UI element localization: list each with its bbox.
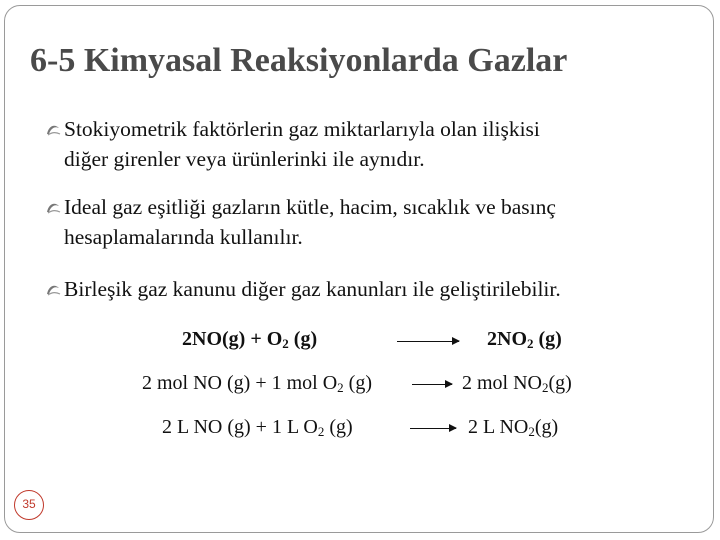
reactant: 2 L NO (g) + 1 L O: [162, 416, 318, 438]
subscript: 2: [528, 424, 535, 439]
bullet-item: [44, 114, 684, 174]
equation-left: [182, 328, 317, 352]
slide-frame: [4, 5, 714, 533]
bullet-text-line: hesaplamalarında kullanılır.: [64, 225, 303, 249]
product: 2NO: [487, 328, 527, 350]
reactant: O: [266, 328, 283, 350]
bullet-text-line: Stokiyometrik faktörlerin gaz miktarlarıyla olan ilişkisi: [64, 117, 540, 141]
bullet-text-line: Birleşik gaz kanunu diğer gaz kanunları ile geliştirilebilir.: [64, 277, 561, 301]
subscript: 2: [527, 336, 534, 351]
state-label: (g): [534, 416, 559, 438]
reactant: 2NO(g): [182, 328, 246, 350]
state-label: (g): [324, 416, 353, 438]
subscript: 2: [317, 424, 325, 439]
equation-left: [142, 372, 372, 396]
page-number: 35: [14, 490, 44, 520]
slide-title: 6-5 Kimyasal Reaksiyonlarda Gazlar: [30, 42, 568, 79]
subscript: 2: [282, 336, 289, 351]
product: 2 L NO: [468, 416, 529, 438]
reaction-arrow-icon: [412, 384, 452, 385]
bullet-text-line: Ideal gaz eşitliği gazların kütle, hacim, sıcaklık ve basınç: [64, 195, 556, 219]
state-label: (g): [533, 328, 562, 350]
bullet-item: [44, 192, 684, 252]
equation-right: [462, 372, 572, 396]
state-label: (g): [288, 328, 318, 350]
state-label: (g): [343, 372, 372, 394]
bullet-text-line: diğer girenler veya ürünlerinki ile aynıdır.: [64, 147, 425, 171]
equation-right: [487, 328, 562, 352]
state-label: (g): [548, 372, 572, 394]
equation-left: [162, 416, 353, 440]
equation-right: [468, 416, 558, 440]
product: 2 mol NO: [462, 372, 542, 394]
plus-sign: +: [245, 328, 267, 350]
subscript: 2: [542, 380, 549, 395]
bullet-item: [44, 274, 704, 304]
subscript: 2: [337, 380, 344, 395]
reaction-arrow-icon: [397, 341, 459, 342]
reaction-arrow-icon: [410, 428, 456, 429]
reactant: 2 mol NO (g) + 1 mol O: [142, 372, 338, 394]
